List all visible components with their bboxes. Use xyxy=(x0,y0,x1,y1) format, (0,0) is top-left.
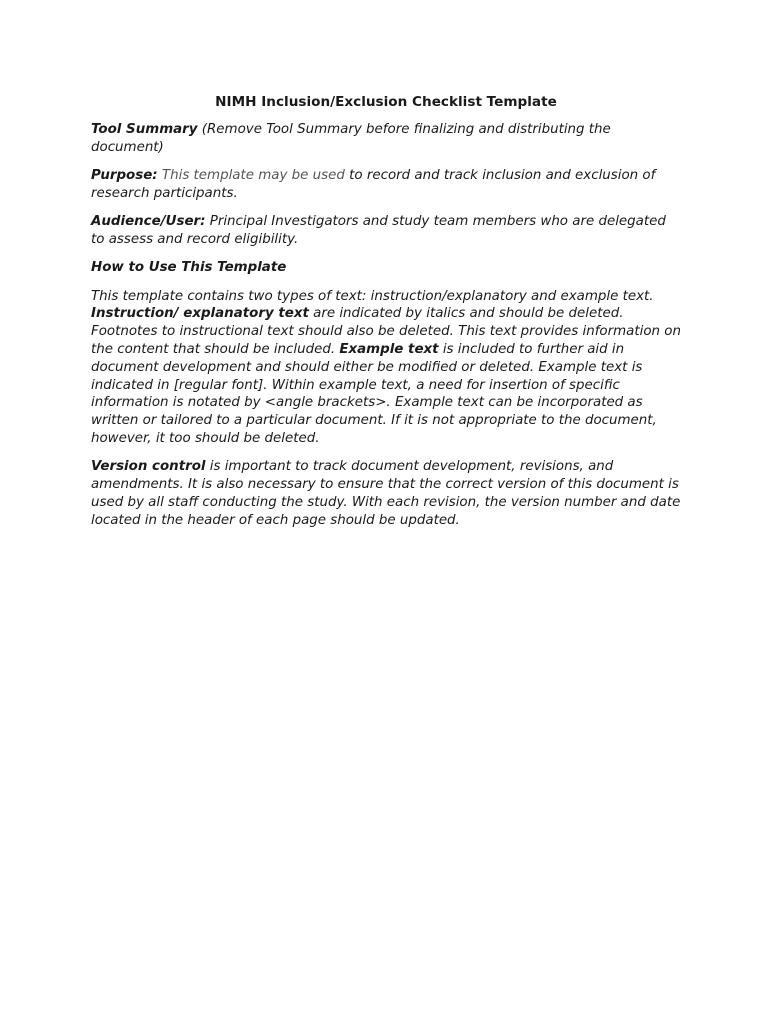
purpose-label: Purpose: xyxy=(91,168,158,184)
audience-label: Audience/User: xyxy=(91,214,206,230)
how-to-text-1: This template contains two types of text: instruction/explanatory and example text. xyxy=(91,288,654,304)
how-to-paragraph xyxy=(91,288,681,448)
purpose-muted-text: This template may be used xyxy=(157,168,345,184)
version-control-label: Version control xyxy=(91,459,206,475)
purpose-text: to record and track inclusion and exclusion of research participants. xyxy=(91,168,656,201)
tool-summary-label: Tool Summary xyxy=(91,122,198,137)
audience-text: Principal Investigators and study team members who are delegated to assess and record eligibility. xyxy=(91,214,666,247)
how-to-heading: How to Use This Template xyxy=(91,260,287,276)
how-to-bold-1: Instruction/ explanatory text xyxy=(91,306,309,322)
tool-summary-text: (Remove Tool Summary before finalizing and distributing the document) xyxy=(91,122,611,155)
how-to-text-2: are indicated by italics and should be deleted. Footnotes to instructional text should also be deleted. This text provides information on the content that should be included. xyxy=(91,306,681,357)
version-control-text: is important to track document development, revisions, and amendments. It is also necessary to ensure that the correct version of this document is used by all staff conducting the study. With each revision, the version number and date located in the header of each page should be updated. xyxy=(91,459,681,528)
document-title: NIMH Inclusion/Exclusion Checklist Template xyxy=(215,94,557,110)
how-to-text-3: is included to further aid in document development and should either be modified or deleted. Example text is indicated in [regular font]. Within example text, a need for insertion of specific information is notated by <angle brackets>. Example text can be incorporated as written or tailored to a particular document. If it is not appropriate to the document, however, it too should be deleted. xyxy=(91,341,657,446)
version-control-paragraph xyxy=(91,458,681,529)
purpose-paragraph xyxy=(91,167,681,203)
document-body xyxy=(91,93,681,540)
how-to-bold-2: Example text xyxy=(339,341,439,357)
audience-paragraph xyxy=(91,213,681,249)
tool-summary-paragraph xyxy=(91,121,681,157)
